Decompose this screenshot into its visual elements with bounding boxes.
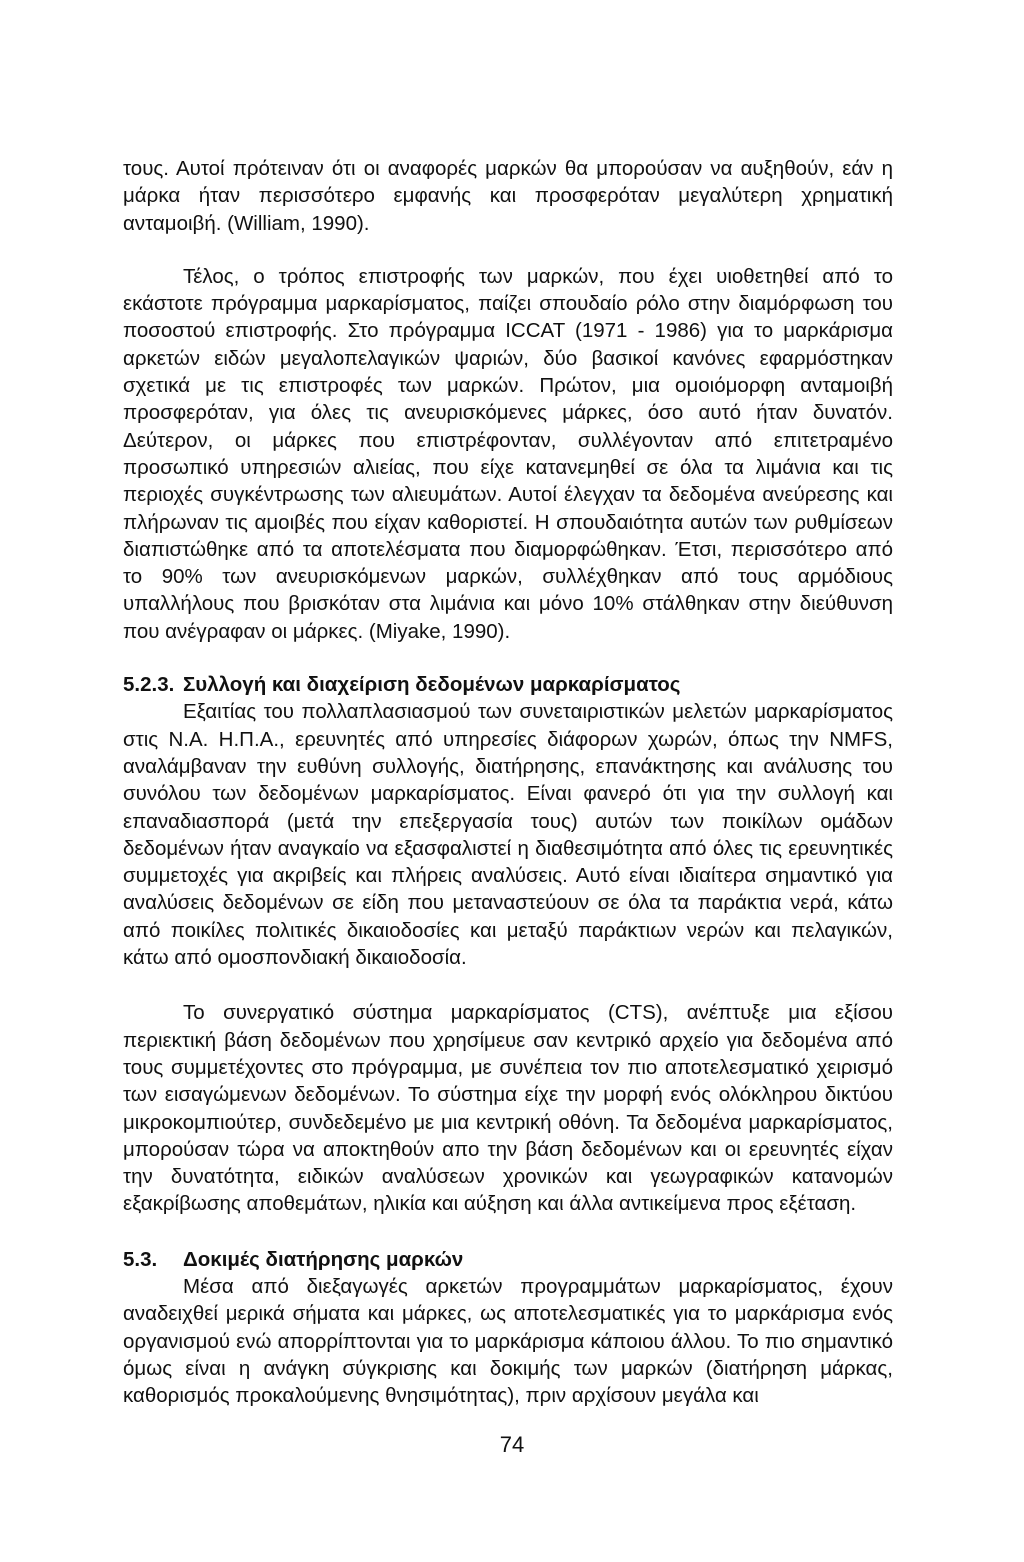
paragraph-tag-tests: Μέσα από διεξαγωγές αρκετών προγραμμάτων μαρκαρίσματος, έχουν αναδειχθεί μερικά σήματα και μάρκες, ως αποτελεσματικές για το μαρκάρισμα ενός οργανισμού ενώ απορρίπτονται για το μαρκάρισμα κάποιου άλλου. Το πιο σημαντικό όμως είναι η ανάγκη σύγκρισης και δοκιμής των μαρκών (διατήρηση μάρκας, καθορισμός προκαλούμενης θνησιμότητας), πριν αρχίσουν μεγάλα και [123, 1274, 893, 1408]
section-title: Συλλογή και διαχείριση δεδομένων μαρκαρίσματος [183, 673, 681, 697]
paragraph-return-method: Τέλος, ο τρόπος επιστροφής των μαρκών, που έχει υιοθετηθεί από το εκάστοτε πρόγραμμα μαρκαρίσματος, παίζει σπουδαίο ρόλο στην διαμόρφωση του ποσοστού επιστροφής. Στο πρόγραμμα ICCAT (1971 - 1986) για το μαρκάρισμα αρκετών ειδών μεγαλοπελαγικών ψαριών, δύο βασικοί κανόνες εφαρμόστηκαν σχετικά με τις επιστροφές των μαρκών. Πρώτον, μια ομοιόμορφη ανταμοιβή προσφερόταν, για όλες τις ανευρισκόμενες μάρκες, όσο αυτό ήταν δυνατόν. Δεύτερον, οι μάρκες που επιστρέφονταν, συλλέγονταν από επιτετραμένο προσωπικό υπηρεσιών αλιείας, που είχε κατανεμηθεί σε όλα τα λιμάνια και τις περιοχές συγκέντρωσης των αλιευμάτων. Αυτοί έλεγχαν τα δεδομένα ανεύρεσης και πλήρωναν τις αμοιβές που είχαν καθοριστεί. Η σπουδαιότητα αυτών των ρυθμίσεων διαπιστώθηκε από τα αποτελέσματα που διαμορφώθηκαν. Έτσι, περισσότερο από το 90% των ανευρισκόμενων μαρκών, συλλέχθηκαν από τους αρμόδιους υπαλλήλους που βρισκόταν στα λιμάνια και μόνο 10% στάλθηκαν στην διεύθυνση που ανέγραφαν οι μάρκες. (Miyake, 1990). [123, 264, 893, 643]
section-number: 5.2.3. [123, 673, 175, 697]
section-title: Δοκιμές διατήρησης μαρκών [183, 1247, 464, 1271]
paragraph-cts-system: Το συνεργατικό σύστημα μαρκαρίσματος (CTS), ανέπτυξε μια εξίσου περιεκτική βάση δεδομένων που χρησίμευε σαν κεντρικό αρχείο για δεδομένα από τους συμμετέχοντες στο πρόγραμμα, με συνέπεια τον πιο αποτελεσματικό χειρισμό των εισαγώμενων δεδομένων. Το σύστημα είχε την μορφή ενός ολόκληρου δικτύου μικροκομπιούτερ, συνδεδεμένο με μια κεντρική οθόνη. Τα δεδομένα μαρκαρίσματος, μπορούσαν τώρα να αποκτηθούν απο την βάση δεδομένων και οι ερευνητές είχαν την δυνατότητα, ειδικών αναλύσεων χρονικών και γεωγραφικών κατανομών εξακρίβωσης αποθεμάτων, ηλικία και αύξηση και άλλα αντικείμενα προς εξέταση. [123, 1001, 893, 1216]
page-number: 74 [499, 1432, 525, 1457]
paragraph-continuation: τους. Αυτοί πρότειναν ότι οι αναφορές μαρκών θα μπορούσαν να αυξηθούν, εάν η μάρκα ήταν περισσότερο εμφανής και προσφερόταν μεγαλύτερη χρηματική ανταμοιβή. (William, 1990). [123, 157, 893, 235]
section-heading-tag-retention [123, 1246, 893, 1273]
section-heading-data-collection [123, 671, 893, 698]
paragraph-data-management: Εξαιτίας του πολλαπλασιασμού των συνεταιριστικών μελετών μαρκαρίσματος στις Ν.Α. Η.Π.Α., ερευνητές από υπηρεσίες διάφορων χωρών, όπως την NMFS, αναλάμβαναν την ευθύνη συλλογής, διατήρησης, επανάκτησης και ανάλυσης του συνόλου των δεδομένων μαρκαρίσματος. Είναι φανερό ότι για την συλλογή και επαναδιασπορά (μετά την επεξεργασία τους) αυτών των ποικίλων ομάδων δεδομένων ήταν αναγκαίο να εξασφαλιστεί η διαθεσιμότητα από όλες τις ερευνητικές συμμετοχές για ακριβείς και πλήρεις αναλύσεις. Αυτό είναι ιδιαίτερα σημαντικό για αναλύσεις δεδομένων σε είδη που μεταναστεύουν σε όλα τα παράκτια νερά, κάτω από ποικίλες πολιτικές δικαιοδοσίες και μεταξύ παράκτιων νερών και πελαγικών, κάτω από ομοσπονδιακή δικαιοδοσία. [123, 700, 893, 970]
section-number: 5.3. [123, 1247, 158, 1271]
document-page [123, 155, 893, 1409]
